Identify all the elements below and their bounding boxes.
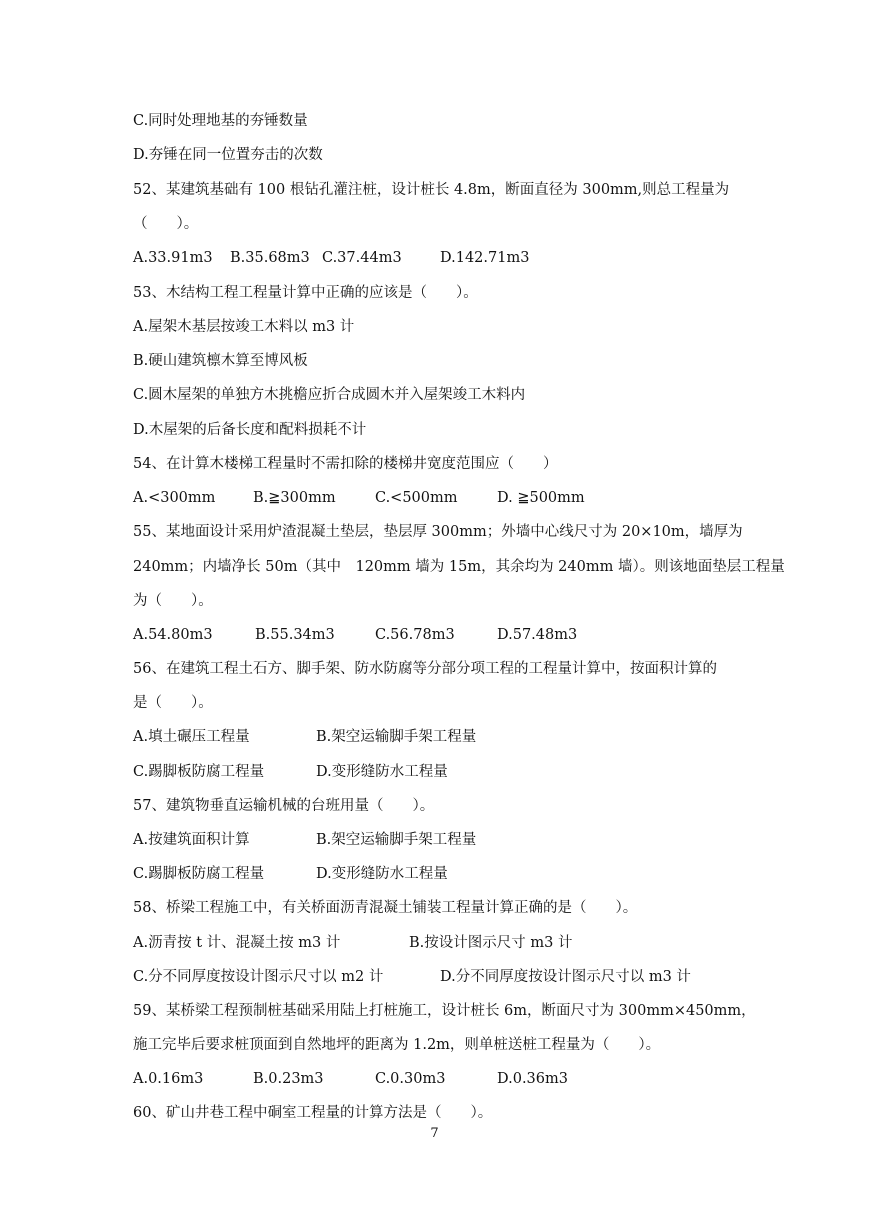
option-d: D.变形缝防水工程量 bbox=[316, 866, 448, 882]
question-56-line-1: 56、在建筑工程土石方、脚手架、防水防腐等分部分项工程的工程量计算中，按面积计算的 bbox=[133, 661, 717, 677]
option-b: B.55.34m3 bbox=[255, 627, 335, 643]
question-53-option-b: B.硬山建筑檩木算至博风板 bbox=[133, 353, 308, 369]
option-d-previous: D.夯锤在同一位置夯击的次数 bbox=[133, 147, 323, 163]
question-55-line-2: 240mm；内墙净长 50m（其中 120mm 墙为 15m，其余均为 240mm 墙）。则该地面垫层工程量 bbox=[133, 559, 785, 575]
option-b: B.架空运输脚手架工程量 bbox=[316, 729, 477, 745]
question-56-line-2: 是（ ）。 bbox=[133, 695, 213, 711]
option-c-previous: C.同时处理地基的夯锤数量 bbox=[133, 113, 308, 129]
question-52-line-2: （ ）。 bbox=[133, 216, 199, 232]
option-a: A.54.80m3 bbox=[133, 627, 213, 643]
option-c: C.踢脚板防腐工程量 bbox=[133, 764, 265, 780]
option-c: C.分不同厚度按设计图示尺寸以 m2 计 bbox=[133, 969, 384, 985]
option-c: C.0.30m3 bbox=[375, 1071, 446, 1087]
option-c: C.<500mm bbox=[375, 490, 458, 506]
option-c: C.踢脚板防腐工程量 bbox=[133, 866, 265, 882]
option-a: A.沥青按 t 计、混凝土按 m3 计 bbox=[133, 935, 341, 951]
page-number: 7 bbox=[430, 1126, 439, 1141]
option-a: A.<300mm bbox=[133, 490, 216, 506]
question-57: 57、建筑物垂直运输机械的台班用量（ ）。 bbox=[133, 798, 435, 814]
option-d: D.0.36m3 bbox=[497, 1071, 568, 1087]
question-59-line-1: 59、某桥梁工程预制桩基础采用陆上打桩施工，设计桩长 6m，断面尺寸为 300mm×450mm， bbox=[133, 1003, 756, 1019]
option-d: D.142.71m3 bbox=[440, 250, 530, 266]
question-58: 58、桥梁工程施工中，有关桥面沥青混凝土铺装工程量计算正确的是（ ）。 bbox=[133, 900, 638, 916]
question-55-line-3: 为（ ）。 bbox=[133, 593, 213, 609]
option-a: A.0.16m3 bbox=[133, 1071, 204, 1087]
option-d: D.57.48m3 bbox=[497, 627, 578, 643]
question-53-option-d: D.木屋架的后备长度和配料损耗不计 bbox=[133, 422, 367, 438]
option-d: D.分不同厚度按设计图示尺寸以 m3 计 bbox=[440, 969, 691, 985]
question-53-option-a: A.屋架木基层按竣工木料以 m3 计 bbox=[133, 319, 355, 335]
question-54: 54、在计算木楼梯工程量时不需扣除的楼梯井宽度范围应（ ） bbox=[133, 456, 558, 472]
option-d: D. ≧500mm bbox=[497, 490, 585, 506]
option-c: C.37.44m3 bbox=[322, 250, 402, 266]
option-b: B.0.23m3 bbox=[253, 1071, 324, 1087]
question-60: 60、矿山井巷工程中硐室工程量的计算方法是（ ）。 bbox=[133, 1105, 493, 1121]
option-b: B.≧300mm bbox=[253, 490, 336, 506]
option-b: B.架空运输脚手架工程量 bbox=[316, 832, 477, 848]
question-55-line-1: 55、某地面设计采用炉渣混凝土垫层，垫层厚 300mm；外墙中心线尺寸为 20×10m，墙厚为 bbox=[133, 524, 743, 540]
option-a: A.33.91m3 bbox=[133, 250, 213, 266]
option-b: B.35.68m3 bbox=[230, 250, 310, 266]
option-b: B.按设计图示尺寸 m3 计 bbox=[409, 935, 573, 951]
question-52-line-1: 52、某建筑基础有 100 根钻孔灌注桩，设计桩长 4.8m，断面直径为 300mm,则总工程量为 bbox=[133, 182, 730, 198]
option-d: D.变形缝防水工程量 bbox=[316, 764, 448, 780]
option-c: C.56.78m3 bbox=[375, 627, 455, 643]
option-a: A.按建筑面积计算 bbox=[133, 832, 250, 848]
option-a: A.填土碾压工程量 bbox=[133, 729, 250, 745]
question-53: 53、木结构工程工程量计算中正确的应该是（ ）。 bbox=[133, 285, 478, 301]
question-53-option-c: C.圆木屋架的单独方木挑檐应折合成圆木并入屋架竣工木料内 bbox=[133, 387, 526, 403]
question-59-line-2: 施工完毕后要求桩顶面到自然地坪的距离为 1.2m，则单桩送桩工程量为（ ）。 bbox=[133, 1037, 661, 1053]
